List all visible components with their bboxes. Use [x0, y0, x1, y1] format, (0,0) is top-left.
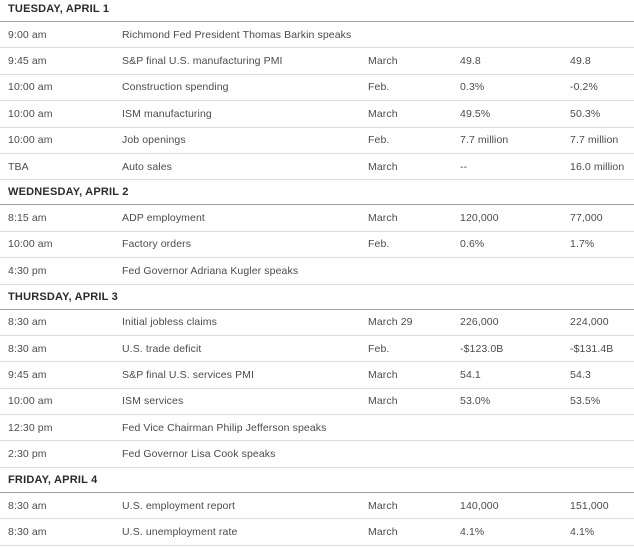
calendar-section	[0, 180, 634, 284]
cell-previous: 7.7 million	[570, 134, 619, 147]
cell-period: March	[368, 525, 398, 538]
cell-report: Auto sales	[122, 160, 173, 173]
cell-forecast: 0.3%	[460, 81, 485, 94]
cell-forecast: 4.1%	[460, 525, 485, 538]
cell-forecast: 53.0%	[460, 395, 491, 408]
cell-report: Construction spending	[122, 81, 229, 94]
table-row	[0, 48, 634, 74]
cell-forecast: 49.5%	[460, 107, 491, 120]
cell-previous: 50.3%	[570, 107, 601, 120]
cell-forecast: 120,000	[460, 212, 499, 225]
cell-time: 2:30 pm	[8, 448, 47, 461]
calendar-section	[0, 0, 634, 180]
table-row	[0, 205, 634, 231]
cell-report: Job openings	[122, 134, 186, 147]
cell-report: ADP employment	[122, 212, 205, 225]
section-header: TUESDAY, APRIL 1	[0, 0, 634, 22]
cell-forecast: 226,000	[460, 316, 499, 329]
cell-time: 10:00 am	[8, 238, 53, 251]
cell-time: 8:30 am	[8, 525, 47, 538]
cell-period: March	[368, 212, 398, 225]
cell-time: 8:30 am	[8, 316, 47, 329]
table-row	[0, 154, 634, 180]
table-row	[0, 362, 634, 388]
cell-forecast: 7.7 million	[460, 134, 509, 147]
cell-time: 9:45 am	[8, 368, 47, 381]
cell-report: Richmond Fed President Thomas Barkin speaks	[122, 28, 352, 41]
table-row	[0, 128, 634, 154]
table-row	[0, 75, 634, 101]
cell-period: Feb.	[368, 238, 390, 251]
cell-previous: 151,000	[570, 499, 609, 512]
cell-report: Initial jobless claims	[122, 316, 217, 329]
table-row	[0, 389, 634, 415]
table-row	[0, 336, 634, 362]
cell-forecast: 140,000	[460, 499, 499, 512]
cell-report: U.S. unemployment rate	[122, 525, 238, 538]
table-row	[0, 310, 634, 336]
table-row	[0, 22, 634, 48]
cell-previous: 77,000	[570, 212, 603, 225]
cell-report: Fed Governor Adriana Kugler speaks	[122, 264, 299, 277]
cell-report: U.S. trade deficit	[122, 342, 202, 355]
table-row	[0, 415, 634, 441]
cell-period: March	[368, 395, 398, 408]
cell-previous: 4.1%	[570, 525, 595, 538]
cell-report: Fed Governor Lisa Cook speaks	[122, 448, 276, 461]
cell-time: 9:45 am	[8, 55, 47, 68]
cell-period: March	[368, 107, 398, 120]
cell-forecast: --	[460, 160, 468, 173]
cell-previous: 1.7%	[570, 238, 595, 251]
cell-period: March	[368, 55, 398, 68]
cell-previous: 16.0 million	[570, 160, 625, 173]
section-header: WEDNESDAY, APRIL 2	[0, 180, 634, 205]
cell-previous: -0.2%	[570, 81, 598, 94]
cell-time: 9:00 am	[8, 28, 47, 41]
section-header: THURSDAY, APRIL 3	[0, 285, 634, 310]
cell-report: Factory orders	[122, 238, 192, 251]
cell-time: 8:30 am	[8, 499, 47, 512]
table-row	[0, 519, 634, 545]
cell-period: March	[368, 160, 398, 173]
section-header: FRIDAY, APRIL 4	[0, 468, 634, 493]
cell-forecast: 49.8	[460, 55, 481, 68]
cell-report: Fed Vice Chairman Philip Jefferson speaks	[122, 421, 327, 434]
calendar-section	[0, 285, 634, 468]
cell-time: 8:30 am	[8, 342, 47, 355]
cell-time: 8:15 am	[8, 212, 47, 225]
cell-period: Feb.	[368, 81, 390, 94]
table-row	[0, 258, 634, 284]
cell-forecast: 0.6%	[460, 238, 485, 251]
cell-previous: 49.8	[570, 55, 591, 68]
cell-time: 10:00 am	[8, 81, 53, 94]
cell-previous: -$131.4B	[570, 342, 614, 355]
calendar-section	[0, 468, 634, 546]
cell-period: Feb.	[368, 134, 390, 147]
cell-period: March 29	[368, 316, 413, 329]
cell-report: ISM services	[122, 395, 184, 408]
cell-previous: 54.3	[570, 368, 591, 381]
cell-forecast: 54.1	[460, 368, 481, 381]
cell-time: 10:00 am	[8, 395, 53, 408]
cell-time: TBA	[8, 160, 29, 173]
table-row	[0, 232, 634, 258]
cell-time: 10:00 am	[8, 107, 53, 120]
cell-report: S&P final U.S. manufacturing PMI	[122, 55, 283, 68]
cell-report: S&P final U.S. services PMI	[122, 368, 255, 381]
cell-previous: 53.5%	[570, 395, 601, 408]
cell-report: ISM manufacturing	[122, 107, 212, 120]
cell-period: March	[368, 368, 398, 381]
cell-time: 10:00 am	[8, 134, 53, 147]
cell-time: 4:30 pm	[8, 264, 47, 277]
cell-time: 12:30 pm	[8, 421, 53, 434]
cell-previous: 224,000	[570, 316, 609, 329]
cell-forecast: -$123.0B	[460, 342, 504, 355]
cell-period: Feb.	[368, 342, 390, 355]
cell-period: March	[368, 499, 398, 512]
cell-report: U.S. employment report	[122, 499, 236, 512]
table-row	[0, 441, 634, 467]
table-row	[0, 101, 634, 127]
table-row	[0, 493, 634, 519]
